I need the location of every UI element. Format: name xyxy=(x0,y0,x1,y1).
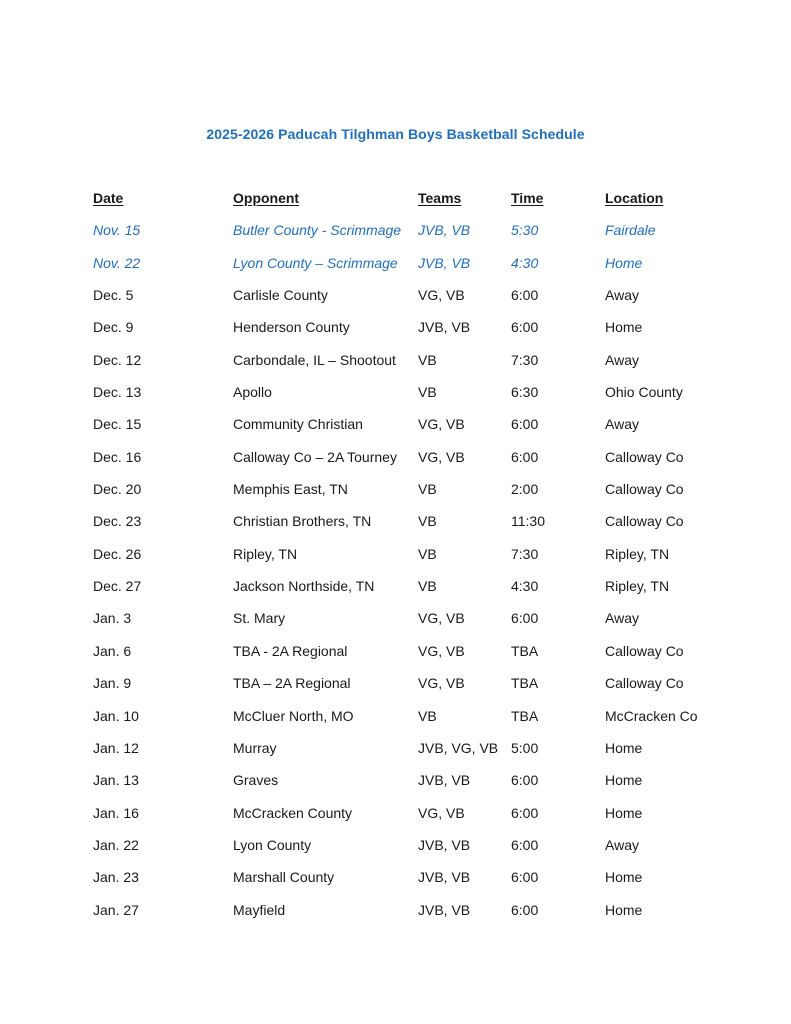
game-location: McCracken Co xyxy=(605,707,698,724)
table-row xyxy=(0,222,791,254)
game-time: 7:30 xyxy=(511,545,539,562)
game-opponent: Carlisle County xyxy=(233,287,328,304)
column-header-time: Time xyxy=(511,190,544,206)
table-row xyxy=(0,708,791,740)
game-date: Jan. 22 xyxy=(93,836,139,853)
game-opponent: Community Christian xyxy=(233,416,363,433)
table-row xyxy=(0,805,791,837)
table-row xyxy=(0,384,791,416)
game-location: Calloway Co xyxy=(605,448,684,465)
game-date: Dec. 20 xyxy=(93,481,142,498)
game-date: Jan. 16 xyxy=(93,804,139,821)
game-teams: VG, VB xyxy=(418,416,465,433)
game-date: Jan. 13 xyxy=(93,772,139,789)
game-location: Away xyxy=(605,287,639,304)
game-time: 6:00 xyxy=(511,901,539,918)
game-date: Jan. 3 xyxy=(93,610,132,627)
table-row xyxy=(0,449,791,481)
table-row xyxy=(0,546,791,578)
game-opponent: Butler County - Scrimmage xyxy=(233,222,402,239)
game-location: Away xyxy=(605,351,639,368)
game-location: Calloway Co xyxy=(605,481,684,498)
game-date: Jan. 6 xyxy=(93,642,132,659)
game-date: Jan. 12 xyxy=(93,739,139,756)
game-time: 5:00 xyxy=(511,739,539,756)
game-teams: JVB, VB xyxy=(418,869,471,886)
game-location: Home xyxy=(605,869,643,886)
game-opponent: Lyon County xyxy=(233,836,312,853)
game-time: 6:00 xyxy=(511,772,539,789)
game-date: Nov. 22 xyxy=(93,254,141,271)
table-row xyxy=(0,416,791,448)
table-row xyxy=(0,740,791,772)
game-time: 6:00 xyxy=(511,287,539,304)
game-location: Ohio County xyxy=(605,384,683,401)
game-opponent: Graves xyxy=(233,772,279,789)
game-location: Calloway Co xyxy=(605,642,684,659)
table-row xyxy=(0,902,791,934)
game-time: TBA xyxy=(511,675,539,692)
game-location: Home xyxy=(605,319,643,336)
game-location: Away xyxy=(605,836,639,853)
game-date: Dec. 23 xyxy=(93,513,142,530)
game-date: Dec. 13 xyxy=(93,384,142,401)
game-location: Away xyxy=(605,610,639,627)
game-opponent: Calloway Co – 2A Tourney xyxy=(233,448,397,465)
game-teams: JVB, VG, VB xyxy=(418,739,499,756)
game-opponent: Jackson Northside, TN xyxy=(233,578,375,595)
game-time: 6:00 xyxy=(511,804,539,821)
game-date: Dec. 15 xyxy=(93,416,142,433)
game-teams: JVB, VB xyxy=(418,836,471,853)
table-row xyxy=(0,643,791,675)
game-location: Away xyxy=(605,416,639,433)
game-opponent: Apollo xyxy=(233,384,272,401)
game-teams: VG, VB xyxy=(418,610,465,627)
table-row xyxy=(0,772,791,804)
game-teams: VG, VB xyxy=(418,287,465,304)
column-header-opponent: Opponent xyxy=(233,190,300,206)
game-teams: VB xyxy=(418,545,437,562)
table-row xyxy=(0,287,791,319)
game-teams: VG, VB xyxy=(418,675,465,692)
game-date: Nov. 15 xyxy=(93,222,141,239)
table-row xyxy=(0,610,791,642)
game-time: TBA xyxy=(511,642,539,659)
game-time: 6:30 xyxy=(511,384,539,401)
game-date: Jan. 9 xyxy=(93,675,132,692)
game-date: Dec. 16 xyxy=(93,448,142,465)
game-teams: VB xyxy=(418,707,437,724)
game-date: Jan. 27 xyxy=(93,901,139,918)
game-location: Home xyxy=(605,804,643,821)
game-teams: JVB, VB xyxy=(418,319,471,336)
game-location: Ripley, TN xyxy=(605,545,670,562)
game-teams: VB xyxy=(418,513,437,530)
table-row xyxy=(0,837,791,869)
table-row xyxy=(0,675,791,707)
game-time: 4:30 xyxy=(511,578,539,595)
game-teams: JVB, VB xyxy=(418,772,471,789)
game-location: Calloway Co xyxy=(605,513,684,530)
game-opponent: Marshall County xyxy=(233,869,335,886)
game-teams: VG, VB xyxy=(418,804,465,821)
table-row xyxy=(0,352,791,384)
column-header-teams: Teams xyxy=(418,190,462,206)
game-time: 4:30 xyxy=(511,254,539,271)
game-opponent: Ripley, TN xyxy=(233,545,298,562)
game-date: Jan. 10 xyxy=(93,707,139,724)
game-time: 6:00 xyxy=(511,610,539,627)
game-opponent: Lyon County – Scrimmage xyxy=(233,254,398,271)
game-time: 6:00 xyxy=(511,869,539,886)
game-time: 6:00 xyxy=(511,836,539,853)
table-row xyxy=(0,578,791,610)
column-header-location: Location xyxy=(605,190,664,206)
game-teams: JVB, VB xyxy=(418,254,471,271)
game-teams: VG, VB xyxy=(418,448,465,465)
game-teams: VB xyxy=(418,481,437,498)
game-date: Dec. 12 xyxy=(93,351,142,368)
game-opponent: TBA - 2A Regional xyxy=(233,642,348,659)
column-header-date: Date xyxy=(93,190,124,206)
game-teams: VB xyxy=(418,351,437,368)
game-opponent: McCluer North, MO xyxy=(233,707,354,724)
game-date: Dec. 9 xyxy=(93,319,134,336)
game-time: 6:00 xyxy=(511,319,539,336)
game-opponent: Murray xyxy=(233,739,277,756)
game-location: Fairdale xyxy=(605,222,656,239)
game-opponent: Carbondale, IL – Shootout xyxy=(233,351,396,368)
game-opponent: Christian Brothers, TN xyxy=(233,513,372,530)
game-date: Dec. 26 xyxy=(93,545,142,562)
page-title: 2025-2026 Paducah Tilghman Boys Basketball Schedule xyxy=(206,126,585,142)
game-date: Dec. 5 xyxy=(93,287,134,304)
game-time: 11:30 xyxy=(511,513,545,530)
game-location: Home xyxy=(605,901,643,918)
game-opponent: McCracken County xyxy=(233,804,353,821)
table-row xyxy=(0,319,791,351)
game-opponent: TBA – 2A Regional xyxy=(233,675,351,692)
game-location: Calloway Co xyxy=(605,675,684,692)
game-location: Ripley, TN xyxy=(605,578,670,595)
game-time: 2:00 xyxy=(511,481,539,498)
game-teams: VB xyxy=(418,384,437,401)
game-time: TBA xyxy=(511,707,539,724)
game-location: Home xyxy=(605,254,643,271)
table-row xyxy=(0,869,791,901)
game-opponent: Memphis East, TN xyxy=(233,481,348,498)
game-opponent: Henderson County xyxy=(233,319,350,336)
table-row xyxy=(0,481,791,513)
game-time: 6:00 xyxy=(511,416,539,433)
game-date: Dec. 27 xyxy=(93,578,142,595)
schedule-table xyxy=(0,190,791,934)
game-teams: JVB, VB xyxy=(418,901,471,918)
game-time: 5:30 xyxy=(511,222,539,239)
game-teams: VB xyxy=(418,578,437,595)
game-opponent: St. Mary xyxy=(233,610,286,627)
schedule-rows xyxy=(0,222,791,934)
table-row xyxy=(0,255,791,287)
game-teams: VG, VB xyxy=(418,642,465,659)
table-header-row xyxy=(0,190,791,222)
game-location: Home xyxy=(605,772,643,789)
game-teams: JVB, VB xyxy=(418,222,471,239)
game-time: 6:00 xyxy=(511,448,539,465)
game-time: 7:30 xyxy=(511,351,539,368)
table-row xyxy=(0,513,791,545)
game-opponent: Mayfield xyxy=(233,901,286,918)
game-location: Home xyxy=(605,739,643,756)
game-date: Jan. 23 xyxy=(93,869,139,886)
